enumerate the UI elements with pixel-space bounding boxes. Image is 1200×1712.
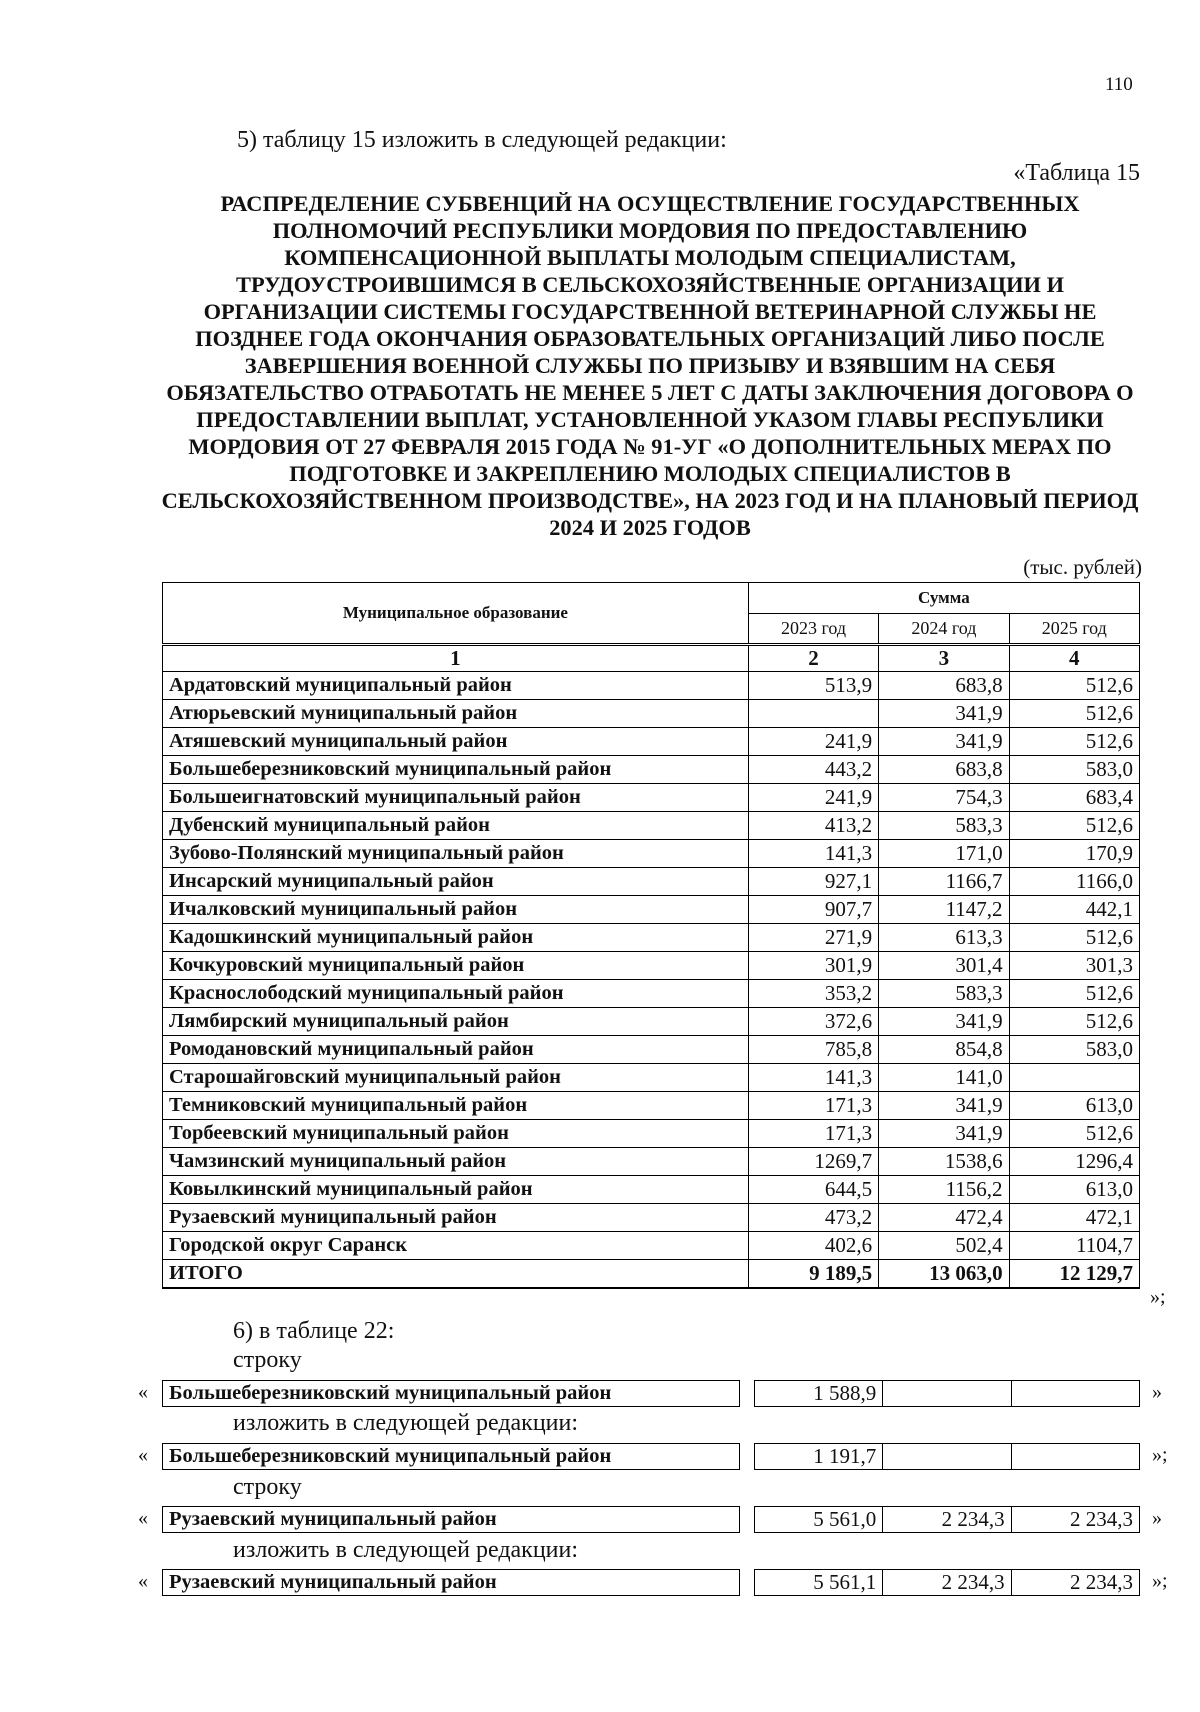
value-2024: 141,0 [879, 1064, 1009, 1092]
close-quote: »; [1152, 1570, 1168, 1592]
municipality-name: Атюрьевский муниципальный район [163, 700, 749, 728]
value-2024: 341,9 [879, 1092, 1009, 1120]
amendment-row-table [162, 1506, 1140, 1533]
value-2025 [1011, 1444, 1139, 1470]
header-year-2024: 2024 год [879, 614, 1009, 645]
value-2023: 1 588,9 [754, 1381, 882, 1407]
value-2023: 513,9 [748, 672, 878, 700]
total-2024: 13 063,0 [879, 1260, 1009, 1289]
table-row [163, 1148, 1140, 1176]
municipality-name: Ичалковский муниципальный район [163, 896, 749, 924]
header-municipality: Муниципальное образование [163, 583, 749, 645]
header-sum: Сумма [748, 583, 1139, 614]
table-row [163, 868, 1140, 896]
table-row [163, 952, 1140, 980]
table-row [163, 896, 1140, 924]
value-2024: 683,8 [879, 672, 1009, 700]
municipality-name: Ковылкинский муниципальный район [163, 1176, 749, 1204]
table-row [163, 728, 1140, 756]
table-row [163, 1204, 1140, 1232]
item-5-text: 5) таблицу 15 изложить в следующей редакции: [237, 127, 727, 153]
municipality-name: Дубенский муниципальный район [163, 812, 749, 840]
value-2025: 613,0 [1009, 1176, 1139, 1204]
value-2025: 583,0 [1009, 1036, 1139, 1064]
value-2025: 512,6 [1009, 1008, 1139, 1036]
value-2024: 472,4 [879, 1204, 1009, 1232]
open-quote: « [138, 1570, 148, 1592]
total-2025: 12 129,7 [1009, 1260, 1139, 1289]
value-2024 [883, 1381, 1011, 1407]
municipality-name: Атяшевский муниципальный район [163, 728, 749, 756]
municipality-name: Кадошкинский муниципальный район [163, 924, 749, 952]
table-label: «Таблица 15 [1013, 160, 1140, 186]
value-2024: 2 234,3 [883, 1570, 1011, 1596]
close-quote: »; [1152, 1444, 1168, 1466]
value-2025: 512,6 [1009, 728, 1139, 756]
value-2024: 754,3 [879, 784, 1009, 812]
table-row [163, 1232, 1140, 1260]
value-2025: 512,6 [1009, 672, 1139, 700]
municipality-name: Большеигнатовский муниципальный район [163, 784, 749, 812]
table-row [163, 840, 1140, 868]
subsidy-table [162, 582, 1140, 1289]
municipality-name: Чамзинский муниципальный район [163, 1148, 749, 1176]
value-2025 [1009, 1064, 1139, 1092]
value-2025: 512,6 [1009, 1120, 1139, 1148]
item-6-text: 6) в таблице 22: [233, 1318, 395, 1344]
value-2025: 512,6 [1009, 924, 1139, 952]
page-number: 110 [1105, 74, 1133, 95]
table-row [163, 1064, 1140, 1092]
total-close-quote: »; [1150, 1286, 1166, 1308]
table-row [163, 980, 1140, 1008]
value-2025: 583,0 [1009, 756, 1139, 784]
value-2023: 402,6 [748, 1232, 878, 1260]
amendment-row [163, 1444, 1140, 1470]
table-row [163, 756, 1140, 784]
value-2023: 1 191,7 [754, 1444, 882, 1470]
value-2023: 413,2 [748, 812, 878, 840]
municipality-name: Рузаевский муниципальный район [163, 1204, 749, 1232]
table-row [163, 1120, 1140, 1148]
row-label: строку [233, 1347, 302, 1373]
municipality-name: Большеберезниковский муниципальный район [163, 756, 749, 784]
cell-gap [739, 1570, 754, 1596]
open-quote: « [138, 1444, 148, 1466]
value-2025: 1296,4 [1009, 1148, 1139, 1176]
value-2024 [883, 1444, 1011, 1470]
value-2023: 443,2 [748, 756, 878, 784]
value-2025: 301,3 [1009, 952, 1139, 980]
value-2024: 341,9 [879, 728, 1009, 756]
table-row [163, 784, 1140, 812]
value-2024: 341,9 [879, 1008, 1009, 1036]
value-2024: 502,4 [879, 1232, 1009, 1260]
value-2025: 1104,7 [1009, 1232, 1139, 1260]
value-2024: 854,8 [879, 1036, 1009, 1064]
municipality-name: Кочкуровский муниципальный район [163, 952, 749, 980]
value-2024: 1166,7 [879, 868, 1009, 896]
cell-gap [739, 1507, 754, 1533]
value-2024: 341,9 [879, 700, 1009, 728]
value-2024: 1147,2 [879, 896, 1009, 924]
header-year-2025: 2025 год [1009, 614, 1139, 645]
value-2023: 927,1 [748, 868, 878, 896]
table-row [163, 672, 1140, 700]
value-2023: 141,3 [748, 1064, 878, 1092]
amendment-row-table [162, 1380, 1140, 1407]
municipality-name: Рузаевский муниципальный район [163, 1507, 740, 1533]
value-2023: 785,8 [748, 1036, 878, 1064]
value-2025: 512,6 [1009, 812, 1139, 840]
amendment-row-table [162, 1443, 1140, 1470]
value-2024: 583,3 [879, 812, 1009, 840]
municipality-name: Старошайговский муниципальный район [163, 1064, 749, 1092]
close-quote: » [1152, 1507, 1162, 1529]
municipality-name: Большеберезниковский муниципальный район [163, 1444, 740, 1470]
municipality-name: Краснослободский муниципальный район [163, 980, 749, 1008]
value-2023: 353,2 [748, 980, 878, 1008]
value-2023: 644,5 [748, 1176, 878, 1204]
table-row [163, 1092, 1140, 1120]
total-row [163, 1260, 1140, 1289]
value-2023: 171,3 [748, 1092, 878, 1120]
value-2023: 171,3 [748, 1120, 878, 1148]
value-2024: 583,3 [879, 980, 1009, 1008]
value-2024: 341,9 [879, 1120, 1009, 1148]
table-row [163, 1008, 1140, 1036]
value-2025: 512,6 [1009, 700, 1139, 728]
municipality-name: Зубово-Полянский муниципальный район [163, 840, 749, 868]
value-2024: 171,0 [879, 840, 1009, 868]
column-number: 1 [163, 645, 749, 672]
cell-gap [739, 1444, 754, 1470]
column-number: 2 [748, 645, 878, 672]
value-2023: 271,9 [748, 924, 878, 952]
value-2023: 1269,7 [748, 1148, 878, 1176]
table-row [163, 1176, 1140, 1204]
value-2025: 512,6 [1009, 980, 1139, 1008]
value-2025: 2 234,3 [1011, 1570, 1139, 1596]
amendment-row-table [162, 1569, 1140, 1596]
cell-gap [739, 1381, 754, 1407]
value-2025: 2 234,3 [1011, 1507, 1139, 1533]
value-2025: 683,4 [1009, 784, 1139, 812]
value-2025: 472,1 [1009, 1204, 1139, 1232]
table-row [163, 1036, 1140, 1064]
value-2025 [1011, 1381, 1139, 1407]
column-number: 4 [1009, 645, 1139, 672]
value-2023: 241,9 [748, 728, 878, 756]
municipality-name: Инсарский муниципальный район [163, 868, 749, 896]
table-row [163, 700, 1140, 728]
value-2024: 683,8 [879, 756, 1009, 784]
value-2023: 372,6 [748, 1008, 878, 1036]
total-2023: 9 189,5 [748, 1260, 878, 1289]
value-2025: 613,0 [1009, 1092, 1139, 1120]
open-quote: « [138, 1507, 148, 1529]
value-2023: 301,9 [748, 952, 878, 980]
municipality-name: Ромодановский муниципальный район [163, 1036, 749, 1064]
value-2025: 170,9 [1009, 840, 1139, 868]
municipality-name: Торбеевский муниципальный район [163, 1120, 749, 1148]
table-title: РАСПРЕДЕЛЕНИЕ СУБВЕНЦИЙ НА ОСУЩЕСТВЛЕНИЕ ГОСУДАРСТВЕННЫХ ПОЛНОМОЧИЙ РЕСПУБЛИКИ МОРДОВИЯ ПО ПРЕДОСТАВЛЕНИЮ КОМПЕНСАЦИОННОЙ ВЫПЛАТЫ МОЛОДЫМ СПЕЦИАЛИСТАМ, ТРУДОУСТРОИВШИМСЯ В СЕЛЬСКОХОЗЯЙСТВЕННЫЕ ОРГАНИЗАЦИИ И ОРГАНИЗАЦИИ СИСТЕМЫ ГОСУДАРСТВЕННОЙ ВЕТЕРИНАРНОЙ СЛУЖБЫ НЕ ПОЗДНЕЕ ГОДА ОКОНЧАНИЯ ОБРАЗОВАТЕЛЬНЫХ ОРГАНИЗАЦИЙ ЛИБО ПОСЛЕ ЗАВЕРШЕНИЯ ВОЕННОЙ СЛУЖБЫ ПО ПРИЗЫВУ И ВЗЯВШИМ НА СЕБЯ ОБЯЗАТЕЛЬСТВО ОТРАБОТАТЬ НЕ МЕНЕЕ 5 ЛЕТ С ДАТЫ ЗАКЛЮЧЕНИЯ ДОГОВОРА О ПРЕДОСТАВЛЕНИИ ВЫПЛАТ, УСТАНОВЛЕННОЙ УКАЗОМ ГЛАВЫ РЕСПУБЛИКИ МОРДОВИЯ ОТ 27 ФЕВРАЛЯ 2015 ГОДА № 91-УГ «О ДОПОЛНИТЕЛЬНЫХ МЕРАХ ПО ПОДГОТОВКЕ И ЗАКРЕПЛЕНИЮ МОЛОДЫХ СПЕЦИАЛИСТОВ В СЕЛЬСКОХОЗЯЙСТВЕННОМ ПРОИЗВОДСТВЕ», НА 2023 ГОД И НА ПЛАНОВЫЙ ПЕРИОД 2024 И 2025 ГОДОВ [161, 191, 1139, 540]
value-2023: 5 561,0 [754, 1507, 882, 1533]
table-row [163, 924, 1140, 952]
value-2024: 613,3 [879, 924, 1009, 952]
value-2023: 473,2 [748, 1204, 878, 1232]
value-2024: 2 234,3 [883, 1507, 1011, 1533]
value-2024: 1538,6 [879, 1148, 1009, 1176]
amendment-row [163, 1381, 1140, 1407]
column-number: 3 [879, 645, 1009, 672]
value-2023 [748, 700, 878, 728]
table-row [163, 812, 1140, 840]
value-2023: 907,7 [748, 896, 878, 924]
value-2023: 241,9 [748, 784, 878, 812]
instruction-text: изложить в следующей редакции: [233, 1410, 579, 1436]
value-2024: 1156,2 [879, 1176, 1009, 1204]
value-2024: 301,4 [879, 952, 1009, 980]
total-label: ИТОГО [163, 1260, 749, 1289]
municipality-name: Ардатовский муниципальный район [163, 672, 749, 700]
close-quote: » [1152, 1381, 1162, 1403]
units-label: (тыс. рублей) [1023, 555, 1142, 579]
municipality-name: Городской округ Саранск [163, 1232, 749, 1260]
instruction-text: изложить в следующей редакции: [233, 1537, 579, 1563]
value-2025: 1166,0 [1009, 868, 1139, 896]
value-2023: 5 561,1 [754, 1570, 882, 1596]
amendment-row [163, 1507, 1140, 1533]
amendment-row [163, 1570, 1140, 1596]
municipality-name: Лямбирский муниципальный район [163, 1008, 749, 1036]
value-2023: 141,3 [748, 840, 878, 868]
value-2025: 442,1 [1009, 896, 1139, 924]
municipality-name: Рузаевский муниципальный район [163, 1570, 740, 1596]
open-quote: « [138, 1381, 148, 1403]
header-year-2023: 2023 год [748, 614, 878, 645]
row-label: строку [233, 1474, 302, 1500]
municipality-name: Темниковский муниципальный район [163, 1092, 749, 1120]
municipality-name: Большеберезниковский муниципальный район [163, 1381, 740, 1407]
